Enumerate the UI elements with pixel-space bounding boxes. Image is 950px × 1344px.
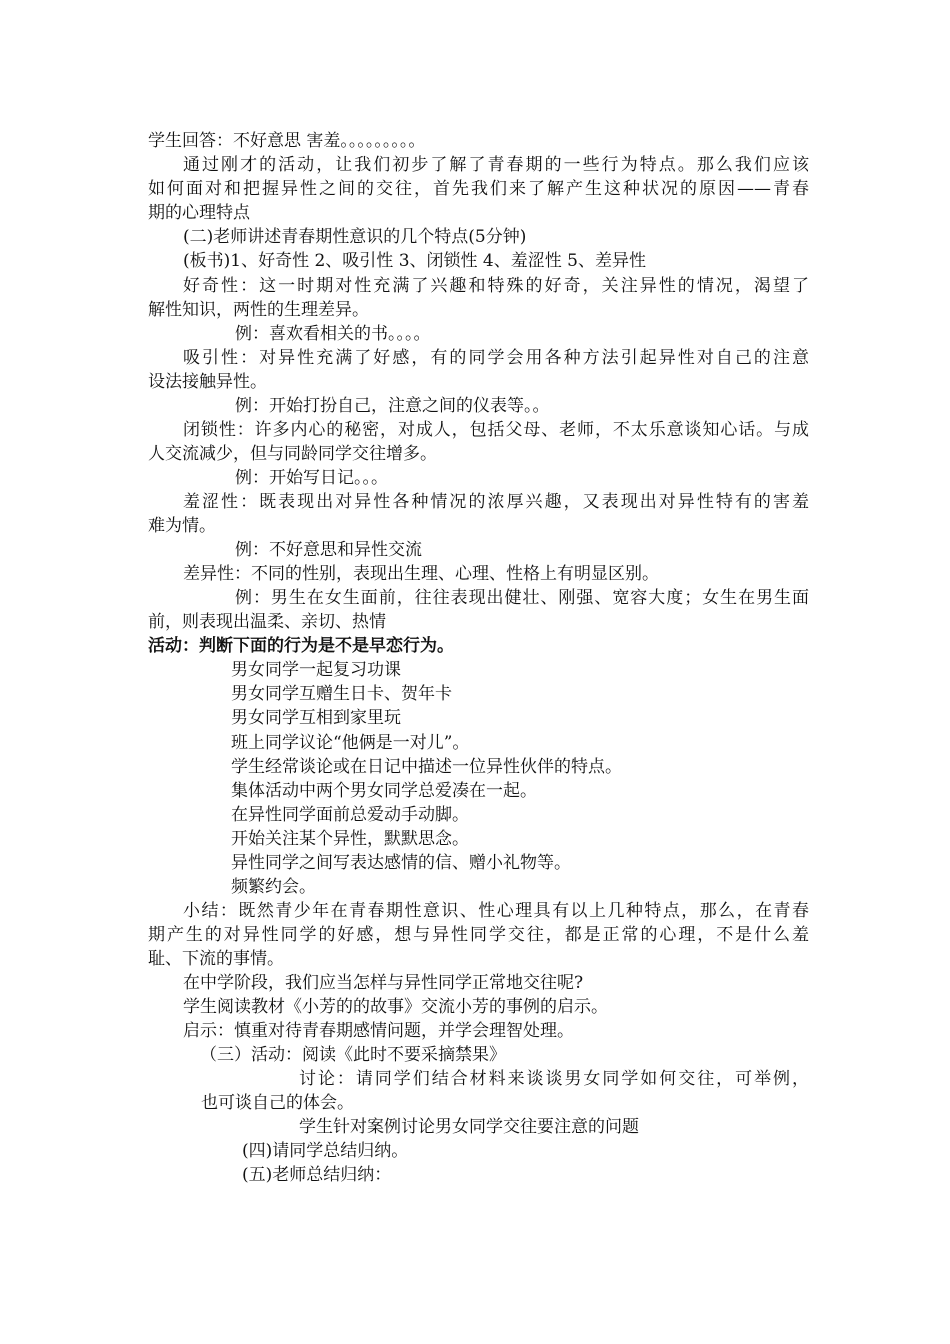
text-line: 期的心理特点 — [148, 203, 250, 223]
text-line: 差异性：不同的性别，表现出生理、心理、性格上有明显区别。 — [183, 564, 659, 584]
behavior-item: 频繁约会。 — [231, 877, 316, 897]
text-line: 启示：慎重对待青春期感情问题，并学会理智处理。 — [183, 1021, 574, 1041]
text-line: 通过刚才的活动，让我们初步了解了青春期的一些行为特点。那么我们应该 — [183, 155, 809, 175]
section-heading: (二)老师讲述青春期性意识的几个特点(5分钟) — [183, 227, 527, 247]
text-line: 学生阅读教材《小芳的的故事》交流小芳的事例的启示。 — [183, 997, 608, 1017]
text-line: 羞涩性：既表现出对异性各种情况的浓厚兴趣，又表现出对异性特有的害羞 — [183, 492, 809, 512]
section-heading: （三）活动：阅读《此时不要采摘禁果》 — [200, 1045, 506, 1065]
text-line: 闭锁性：许多内心的秘密，对成人，包括父母、老师，不太乐意谈知心话。与成 — [183, 420, 809, 440]
example-line: 例：开始写日记。。。 — [235, 468, 388, 488]
text-line: 学生回答：不好意思 害羞。。。。。。。。。 — [148, 131, 426, 151]
text-line: (板书)1、好奇性 2、吸引性 3、闭锁性 4、羞涩性 5、差异性 — [183, 251, 646, 271]
behavior-item: 开始关注某个异性，默默思念。 — [231, 829, 469, 849]
example-line: 例：不好意思和异性交流 — [235, 540, 422, 560]
example-line: 例：男生在女生面前，往往表现出健壮、刚强、宽容大度；女生在男生面 — [235, 588, 809, 608]
behavior-item: 异性同学之间写表达感情的信、赠小礼物等。 — [231, 853, 571, 873]
text-line: 解性知识，两性的生理差异。 — [148, 300, 369, 320]
section-heading: (五)老师总结归纳： — [242, 1165, 392, 1185]
text-line: 期产生的对异性同学的好感，想与异性同学交往，都是正常的心理，不是什么羞 — [148, 925, 809, 945]
text-line: 学生针对案例讨论男女同学交往要注意的问题 — [299, 1117, 639, 1137]
text-line: 小结：既然青少年在青春期性意识、性心理具有以上几种特点，那么，在青春 — [183, 901, 809, 921]
text-line: 讨论：请同学们结合材料来谈谈男女同学如何交往，可举例， — [299, 1069, 809, 1089]
text-line: 耻、下流的事情。 — [148, 949, 284, 969]
text-line: 人交流减少，但与同龄同学交往增多。 — [148, 444, 437, 464]
example-line: 例：开始打扮自己，注意之间的仪表等。。 — [235, 396, 550, 416]
activity-heading: 活动：判断下面的行为是不是早恋行为。 — [148, 636, 454, 656]
section-heading: (四)请同学总结归纳。 — [242, 1141, 409, 1161]
text-line: 设法接触异性。 — [148, 372, 267, 392]
text-line: 好奇性：这一时期对性充满了兴趣和特殊的好奇，关注异性的情况，渴望了 — [183, 276, 809, 296]
text-line: 吸引性：对异性充满了好感，有的同学会用各种方法引起异性对自己的注意 — [183, 348, 809, 368]
behavior-item: 班上同学议论“他俩是一对儿”。 — [231, 733, 470, 753]
text-line: 在中学阶段，我们应当怎样与异性同学正常地交往呢? — [183, 973, 584, 993]
behavior-item: 在异性同学面前总爱动手动脚。 — [231, 805, 469, 825]
behavior-item: 男女同学互相到家里玩 — [231, 708, 401, 728]
text-line: 也可谈自己的体会。 — [201, 1093, 354, 1113]
text-line: 难为情。 — [148, 516, 216, 536]
text-line: 前，则表现出温柔、亲切、热情 — [148, 612, 386, 632]
example-line: 例：喜欢看相关的书。。。。 — [235, 324, 431, 344]
text-line: 如何面对和把握异性之间的交往，首先我们来了解产生这种状况的原因——青春 — [148, 179, 809, 199]
behavior-item: 学生经常谈论或在日记中描述一位异性伙伴的特点。 — [231, 757, 622, 777]
behavior-item: 集体活动中两个男女同学总爱凑在一起。 — [231, 781, 537, 801]
behavior-item: 男女同学一起复习功课 — [231, 660, 401, 680]
behavior-item: 男女同学互赠生日卡、贺年卡 — [231, 684, 452, 704]
